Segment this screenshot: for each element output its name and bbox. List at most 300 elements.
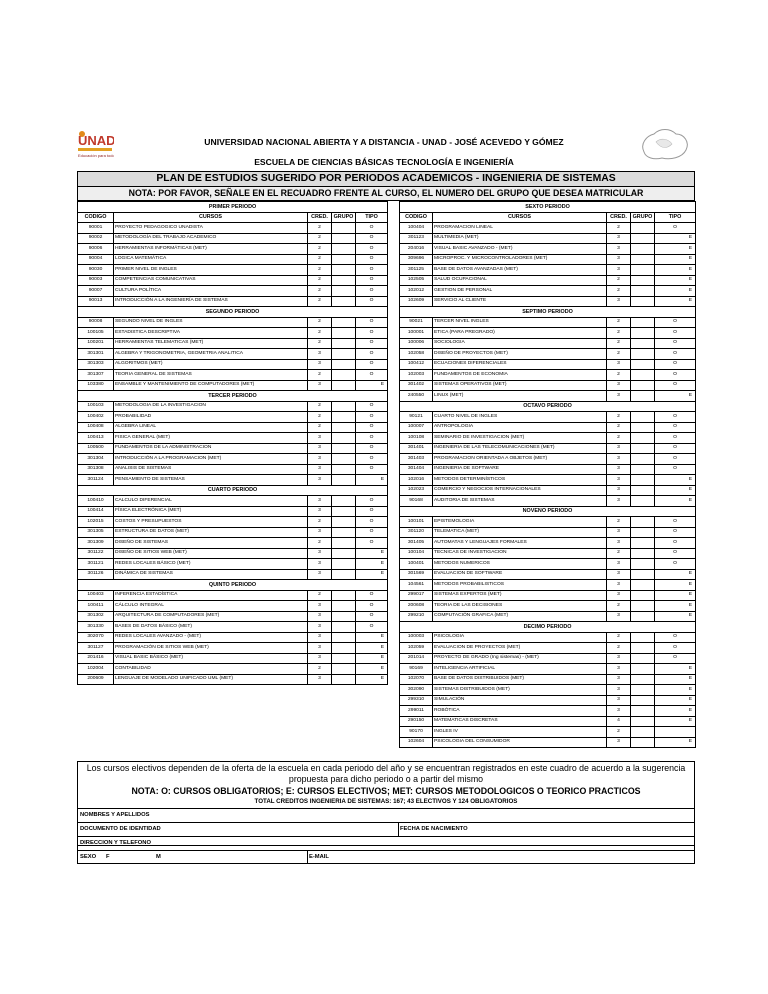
group-input[interactable] (631, 685, 655, 696)
group-input[interactable] (631, 328, 655, 339)
course-row (400, 485, 696, 496)
group-input[interactable] (631, 527, 655, 538)
group-input[interactable] (332, 401, 356, 412)
group-input[interactable] (332, 538, 356, 549)
course-type: O (655, 412, 696, 423)
group-input[interactable] (332, 517, 356, 528)
group-input[interactable] (332, 254, 356, 265)
course-code: 200608 (400, 601, 433, 612)
course-type: O (356, 370, 388, 381)
group-input[interactable] (631, 223, 655, 234)
group-input[interactable] (631, 737, 655, 748)
course-type: O (655, 349, 696, 360)
course-type: O (655, 548, 696, 559)
course-code: 90121 (400, 412, 433, 423)
course-name: AUTOMATAS Y LENGUAJES FORMALES (433, 538, 607, 549)
form-row-nombres[interactable] (77, 808, 695, 822)
course-credits: 3 (308, 433, 332, 444)
group-input[interactable] (631, 244, 655, 255)
course-code: 90007 (78, 286, 114, 297)
group-input[interactable] (332, 611, 356, 622)
course-type: E (655, 590, 696, 601)
course-type: O (356, 401, 388, 412)
course-type: E (356, 569, 388, 580)
course-name: TEORIA DE LAS DECISIONES (433, 601, 607, 612)
group-input[interactable] (332, 443, 356, 454)
course-type: E (655, 475, 696, 486)
course-code: 301122 (78, 548, 114, 559)
course-code: 102070 (400, 674, 433, 685)
course-code: 90004 (78, 254, 114, 265)
course-type: E (655, 664, 696, 675)
course-name: ENSAMBLE Y MANTENIMIENTO DE COMPUTADORES (MET) (114, 380, 308, 391)
course-code: 240550 (400, 391, 433, 402)
course-type: O (356, 412, 388, 423)
group-input[interactable] (332, 632, 356, 643)
group-input[interactable] (631, 653, 655, 664)
course-name: CALCULO DIFERENCIAL (114, 496, 308, 507)
course-code: 100104 (400, 548, 433, 559)
course-name: GESTION DE PERSONAL (433, 286, 607, 297)
group-input[interactable] (332, 265, 356, 276)
documento-label: DOCUMENTO DE IDENTIDAD (80, 826, 161, 832)
course-code: 102012 (400, 286, 433, 297)
course-credits: 2 (607, 643, 631, 654)
course-name: HERRAMIENTAS TELEMATICAS (MET) (114, 338, 308, 349)
course-credits: 2 (607, 338, 631, 349)
course-row (78, 664, 388, 675)
group-input[interactable] (332, 433, 356, 444)
course-type: E (356, 559, 388, 570)
group-input[interactable] (631, 359, 655, 370)
course-credits: 3 (607, 265, 631, 276)
course-row (400, 517, 696, 528)
group-input[interactable] (332, 422, 356, 433)
course-credits: 3 (607, 464, 631, 475)
course-row (400, 391, 696, 402)
course-row (78, 464, 388, 475)
course-credits: 2 (308, 296, 332, 307)
course-type: O (356, 359, 388, 370)
course-row (78, 506, 388, 517)
group-input[interactable] (631, 454, 655, 465)
group-input[interactable] (631, 580, 655, 591)
group-input[interactable] (332, 527, 356, 538)
course-credits: 2 (607, 317, 631, 328)
course-code: 301307 (78, 370, 114, 381)
group-input[interactable] (631, 706, 655, 717)
course-type: E (356, 632, 388, 643)
period-title-row (78, 485, 388, 496)
course-type: O (655, 359, 696, 370)
left-periods-table (77, 201, 388, 685)
logo-subtext: Educación para todos (78, 153, 114, 158)
course-type: O (655, 653, 696, 664)
course-code: 100401 (400, 559, 433, 570)
course-name: PENSAMIENTO DE SISTEMAS (114, 475, 308, 486)
course-credits: 2 (308, 265, 332, 276)
course-type: O (356, 611, 388, 622)
course-credits: 3 (607, 527, 631, 538)
course-credits: 3 (607, 244, 631, 255)
group-input[interactable] (631, 727, 655, 738)
course-code: 301405 (400, 538, 433, 549)
course-code: 299310 (400, 695, 433, 706)
group-input[interactable] (631, 632, 655, 643)
course-code: 90021 (400, 317, 433, 328)
group-input[interactable] (631, 538, 655, 549)
course-code: 301401 (400, 443, 433, 454)
course-name: HERRAMIENTAS INFORMÁTICAS (MET) (114, 244, 308, 255)
course-name: PROBABILIDAD (114, 412, 308, 423)
course-type: O (356, 275, 388, 286)
course-type: O (356, 296, 388, 307)
group-input[interactable] (631, 548, 655, 559)
group-input[interactable] (332, 569, 356, 580)
course-name: PRIMER NIVEL DE INGLES (114, 265, 308, 276)
group-input[interactable] (631, 716, 655, 727)
course-row (78, 233, 388, 244)
group-input[interactable] (631, 443, 655, 454)
group-input[interactable] (631, 485, 655, 496)
course-row (78, 412, 388, 423)
course-row (78, 527, 388, 538)
group-input[interactable] (631, 265, 655, 276)
group-input[interactable] (332, 475, 356, 486)
course-name: PROYECTO DE GRADO (Ing sistemas) - (MET) (433, 653, 607, 664)
course-row (400, 370, 696, 381)
course-credits: 2 (607, 517, 631, 528)
course-name: REDES LOCALES BÁSICO (MET) (114, 559, 308, 570)
group-input[interactable] (332, 548, 356, 559)
group-input[interactable] (631, 380, 655, 391)
course-row (400, 695, 696, 706)
period-title: SEGUNDO PERIODO (78, 307, 388, 318)
course-row (78, 433, 388, 444)
course-credits: 2 (308, 538, 332, 549)
course-type: O (356, 443, 388, 454)
course-type: O (356, 590, 388, 601)
course-row (78, 611, 388, 622)
course-credits: 3 (308, 611, 332, 622)
group-input[interactable] (631, 664, 655, 675)
course-code: 100001 (400, 328, 433, 339)
group-input[interactable] (631, 286, 655, 297)
course-code: 301330 (78, 622, 114, 633)
group-input[interactable] (631, 412, 655, 423)
group-input[interactable] (332, 233, 356, 244)
course-name: EVALUACION DE SOFTWARE (433, 569, 607, 580)
course-row (78, 317, 388, 328)
course-row (400, 569, 696, 580)
course-credits: 2 (308, 370, 332, 381)
group-input[interactable] (332, 590, 356, 601)
course-row (78, 632, 388, 643)
group-input[interactable] (332, 643, 356, 654)
course-row (400, 653, 696, 664)
email-label: E-MAIL (309, 854, 329, 860)
course-name: COSTOS Y PRESUPUESTOS (114, 517, 308, 528)
course-credits: 2 (308, 244, 332, 255)
course-code: 100411 (78, 601, 114, 612)
course-code: 301127 (78, 643, 114, 654)
group-input[interactable] (332, 674, 356, 685)
group-input[interactable] (631, 391, 655, 402)
period-title: DECIMO PERIODO (400, 622, 696, 633)
course-credits: 3 (607, 737, 631, 748)
course-row (78, 254, 388, 265)
group-input[interactable] (631, 233, 655, 244)
course-type: E (655, 265, 696, 276)
course-name: CÁLCULO INTEGRAL (114, 601, 308, 612)
course-name: ESTADISTICA DESCRIPTIVA (114, 328, 308, 339)
period-title: PRIMER PERIODO (78, 202, 388, 213)
group-input[interactable] (631, 254, 655, 265)
course-row (78, 475, 388, 486)
course-row (400, 433, 696, 444)
course-row (78, 443, 388, 454)
course-code: 301301 (78, 349, 114, 360)
course-row (400, 664, 696, 675)
period-title: TERCER PERIODO (78, 391, 388, 402)
course-name: DISEÑO DE SISTEMAS (114, 538, 308, 549)
group-input[interactable] (631, 422, 655, 433)
course-credits: 2 (308, 422, 332, 433)
period-title-row (400, 506, 696, 517)
course-credits: 2 (308, 664, 332, 675)
course-credits: 2 (308, 317, 332, 328)
course-credits: 3 (607, 580, 631, 591)
group-input[interactable] (631, 590, 655, 601)
course-code: 301305 (78, 527, 114, 538)
course-type: E (356, 653, 388, 664)
group-input[interactable] (332, 286, 356, 297)
course-credits: 2 (308, 517, 332, 528)
column-header-tipo: TIPO (655, 212, 696, 223)
course-code: 301302 (78, 611, 114, 622)
course-code: 301309 (78, 538, 114, 549)
course-type: O (655, 370, 696, 381)
course-credits: 2 (607, 727, 631, 738)
column-header-codigo: CODIGO (78, 212, 114, 223)
course-name: ARQUITECTURA DE COMPUTADORES (MET) (114, 611, 308, 622)
group-input[interactable] (631, 496, 655, 507)
course-credits: 3 (308, 653, 332, 664)
course-credits: 2 (607, 286, 631, 297)
course-name: INGENIERIA DE SOFTWARE (433, 464, 607, 475)
course-credits: 3 (607, 559, 631, 570)
course-credits: 2 (607, 422, 631, 433)
course-credits: 3 (308, 569, 332, 580)
period-title-row (78, 202, 388, 213)
course-row (78, 359, 388, 370)
course-name: PROGRAMACION LINEAL (433, 223, 607, 234)
course-name: SALUD OCUPACIONAL (433, 275, 607, 286)
course-code: 100103 (78, 401, 114, 412)
period-title-row (400, 307, 696, 318)
course-name: FUNDAMENTOS DE LA ADMINISTRACION (114, 443, 308, 454)
course-type: E (655, 706, 696, 717)
group-input[interactable] (332, 223, 356, 234)
course-name: SISTEMAS DISTRIBUIDOS (MET) (433, 685, 607, 696)
course-type: O (356, 244, 388, 255)
group-input[interactable] (631, 370, 655, 381)
course-type: O (655, 433, 696, 444)
right-periods-table (399, 201, 696, 748)
course-credits: 2 (308, 412, 332, 423)
group-input[interactable] (332, 653, 356, 664)
course-credits: 2 (607, 328, 631, 339)
course-name: EVALUACION DE PROYECTOS (MET) (433, 643, 607, 654)
course-credits: 3 (308, 454, 332, 465)
group-input[interactable] (332, 506, 356, 517)
course-code: 100003 (400, 632, 433, 643)
group-input[interactable] (631, 674, 655, 685)
course-name: MULTIMEDIA (MET) (433, 233, 607, 244)
group-input[interactable] (332, 464, 356, 475)
group-input[interactable] (631, 475, 655, 486)
course-type: O (356, 223, 388, 234)
course-credits: 3 (308, 349, 332, 360)
course-row (400, 380, 696, 391)
course-code: 301402 (400, 380, 433, 391)
group-input[interactable] (332, 359, 356, 370)
group-input[interactable] (631, 349, 655, 360)
course-name: METODOS NUMERICOS (433, 559, 607, 570)
group-input[interactable] (332, 412, 356, 423)
group-input[interactable] (631, 433, 655, 444)
course-credits: 2 (607, 548, 631, 559)
form-row-sexo[interactable] (77, 850, 695, 864)
group-input[interactable] (332, 338, 356, 349)
course-name: SISTEMAS OPERATIVOS (MET) (433, 380, 607, 391)
electivos-note: Los cursos electivos dependen de la oferta de la escuela en cada periodo del año y se encuentran registrados en este cuadro de acuerdo a la sugerencia propuesta para dicho periodo o a partir del mismo (86, 763, 686, 784)
course-row (78, 496, 388, 507)
group-input[interactable] (631, 317, 655, 328)
course-type: O (356, 506, 388, 517)
course-name: PROGRAMACIÓN DE SITIOS WEB (MET) (114, 643, 308, 654)
course-row (78, 653, 388, 664)
group-input[interactable] (631, 275, 655, 286)
course-row (400, 265, 696, 276)
course-row (400, 538, 696, 549)
group-input[interactable] (631, 338, 655, 349)
period-title-row (400, 202, 696, 213)
group-input[interactable] (332, 244, 356, 255)
course-type: O (356, 233, 388, 244)
course-type: E (356, 548, 388, 559)
group-input[interactable] (332, 454, 356, 465)
group-input[interactable] (631, 643, 655, 654)
course-code: 90030 (78, 265, 114, 276)
course-type: E (655, 695, 696, 706)
group-input[interactable] (631, 296, 655, 307)
form-row-direccion[interactable] (77, 836, 695, 850)
group-input[interactable] (332, 559, 356, 570)
course-name: ANTROPOLOGIA (433, 422, 607, 433)
course-code: 90001 (78, 223, 114, 234)
course-code: 302090 (400, 685, 433, 696)
course-type: O (356, 317, 388, 328)
course-row (400, 643, 696, 654)
course-code: 100410 (78, 496, 114, 507)
group-input[interactable] (631, 464, 655, 475)
course-code: 299011 (400, 706, 433, 717)
course-row (400, 422, 696, 433)
group-input[interactable] (332, 622, 356, 633)
course-name: PROGRAMACION ORIENTADA A OBJETOS (MET) (433, 454, 607, 465)
course-type: E (655, 496, 696, 507)
course-row (400, 727, 696, 738)
course-credits: 3 (308, 506, 332, 517)
course-name: VISUAL BASIC AVANZADO - (MET) (433, 244, 607, 255)
group-input[interactable] (631, 611, 655, 622)
course-row (78, 517, 388, 528)
course-type: E (655, 685, 696, 696)
group-input[interactable] (631, 695, 655, 706)
course-credits: 2 (607, 412, 631, 423)
course-row (400, 223, 696, 234)
group-input[interactable] (332, 296, 356, 307)
course-code: 299017 (400, 590, 433, 601)
group-input[interactable] (631, 517, 655, 528)
course-code: 104561 (400, 580, 433, 591)
course-row (400, 548, 696, 559)
group-input[interactable] (332, 601, 356, 612)
course-name: DISEÑO DE PROYECTOS (MET) (433, 349, 607, 360)
course-name: CUARTO NIVEL DE INGLES (433, 412, 607, 423)
course-row (78, 380, 388, 391)
form-row-documento[interactable] (77, 822, 695, 836)
course-name: INFERENCIA ESTADÍSTICA (114, 590, 308, 601)
group-input[interactable] (631, 559, 655, 570)
course-row (78, 674, 388, 685)
course-credits: 3 (607, 296, 631, 307)
group-input[interactable] (332, 349, 356, 360)
course-code: 301308 (78, 464, 114, 475)
course-code: 102505 (400, 275, 433, 286)
group-input[interactable] (332, 317, 356, 328)
course-code: 301125 (400, 265, 433, 276)
group-input[interactable] (332, 664, 356, 675)
course-type: E (655, 716, 696, 727)
group-input[interactable] (332, 328, 356, 339)
group-input[interactable] (332, 370, 356, 381)
group-input[interactable] (332, 496, 356, 507)
course-name: PSICOLOGIA (433, 632, 607, 643)
course-row (400, 349, 696, 360)
course-type: O (655, 223, 696, 234)
course-type: O (356, 464, 388, 475)
course-credits: 2 (607, 349, 631, 360)
course-type: O (356, 601, 388, 612)
course-name: DINÁMICA DE SISTEMAS (114, 569, 308, 580)
course-row (400, 275, 696, 286)
course-name: SEGUNDO NIVEL DE INGLES (114, 317, 308, 328)
group-input[interactable] (631, 569, 655, 580)
column-header-codigo: CODIGO (400, 212, 433, 223)
course-credits: 3 (607, 664, 631, 675)
course-name: COMPUTACIÓN GRAFICA (MET) (433, 611, 607, 622)
group-input[interactable] (631, 601, 655, 612)
course-code: 100500 (78, 443, 114, 454)
course-type: O (655, 517, 696, 528)
group-input[interactable] (332, 275, 356, 286)
course-name: SERVICIO AL CLIENTE (433, 296, 607, 307)
sexo-label: SEXO (80, 854, 97, 860)
course-code: 100201 (78, 338, 114, 349)
group-input[interactable] (332, 380, 356, 391)
